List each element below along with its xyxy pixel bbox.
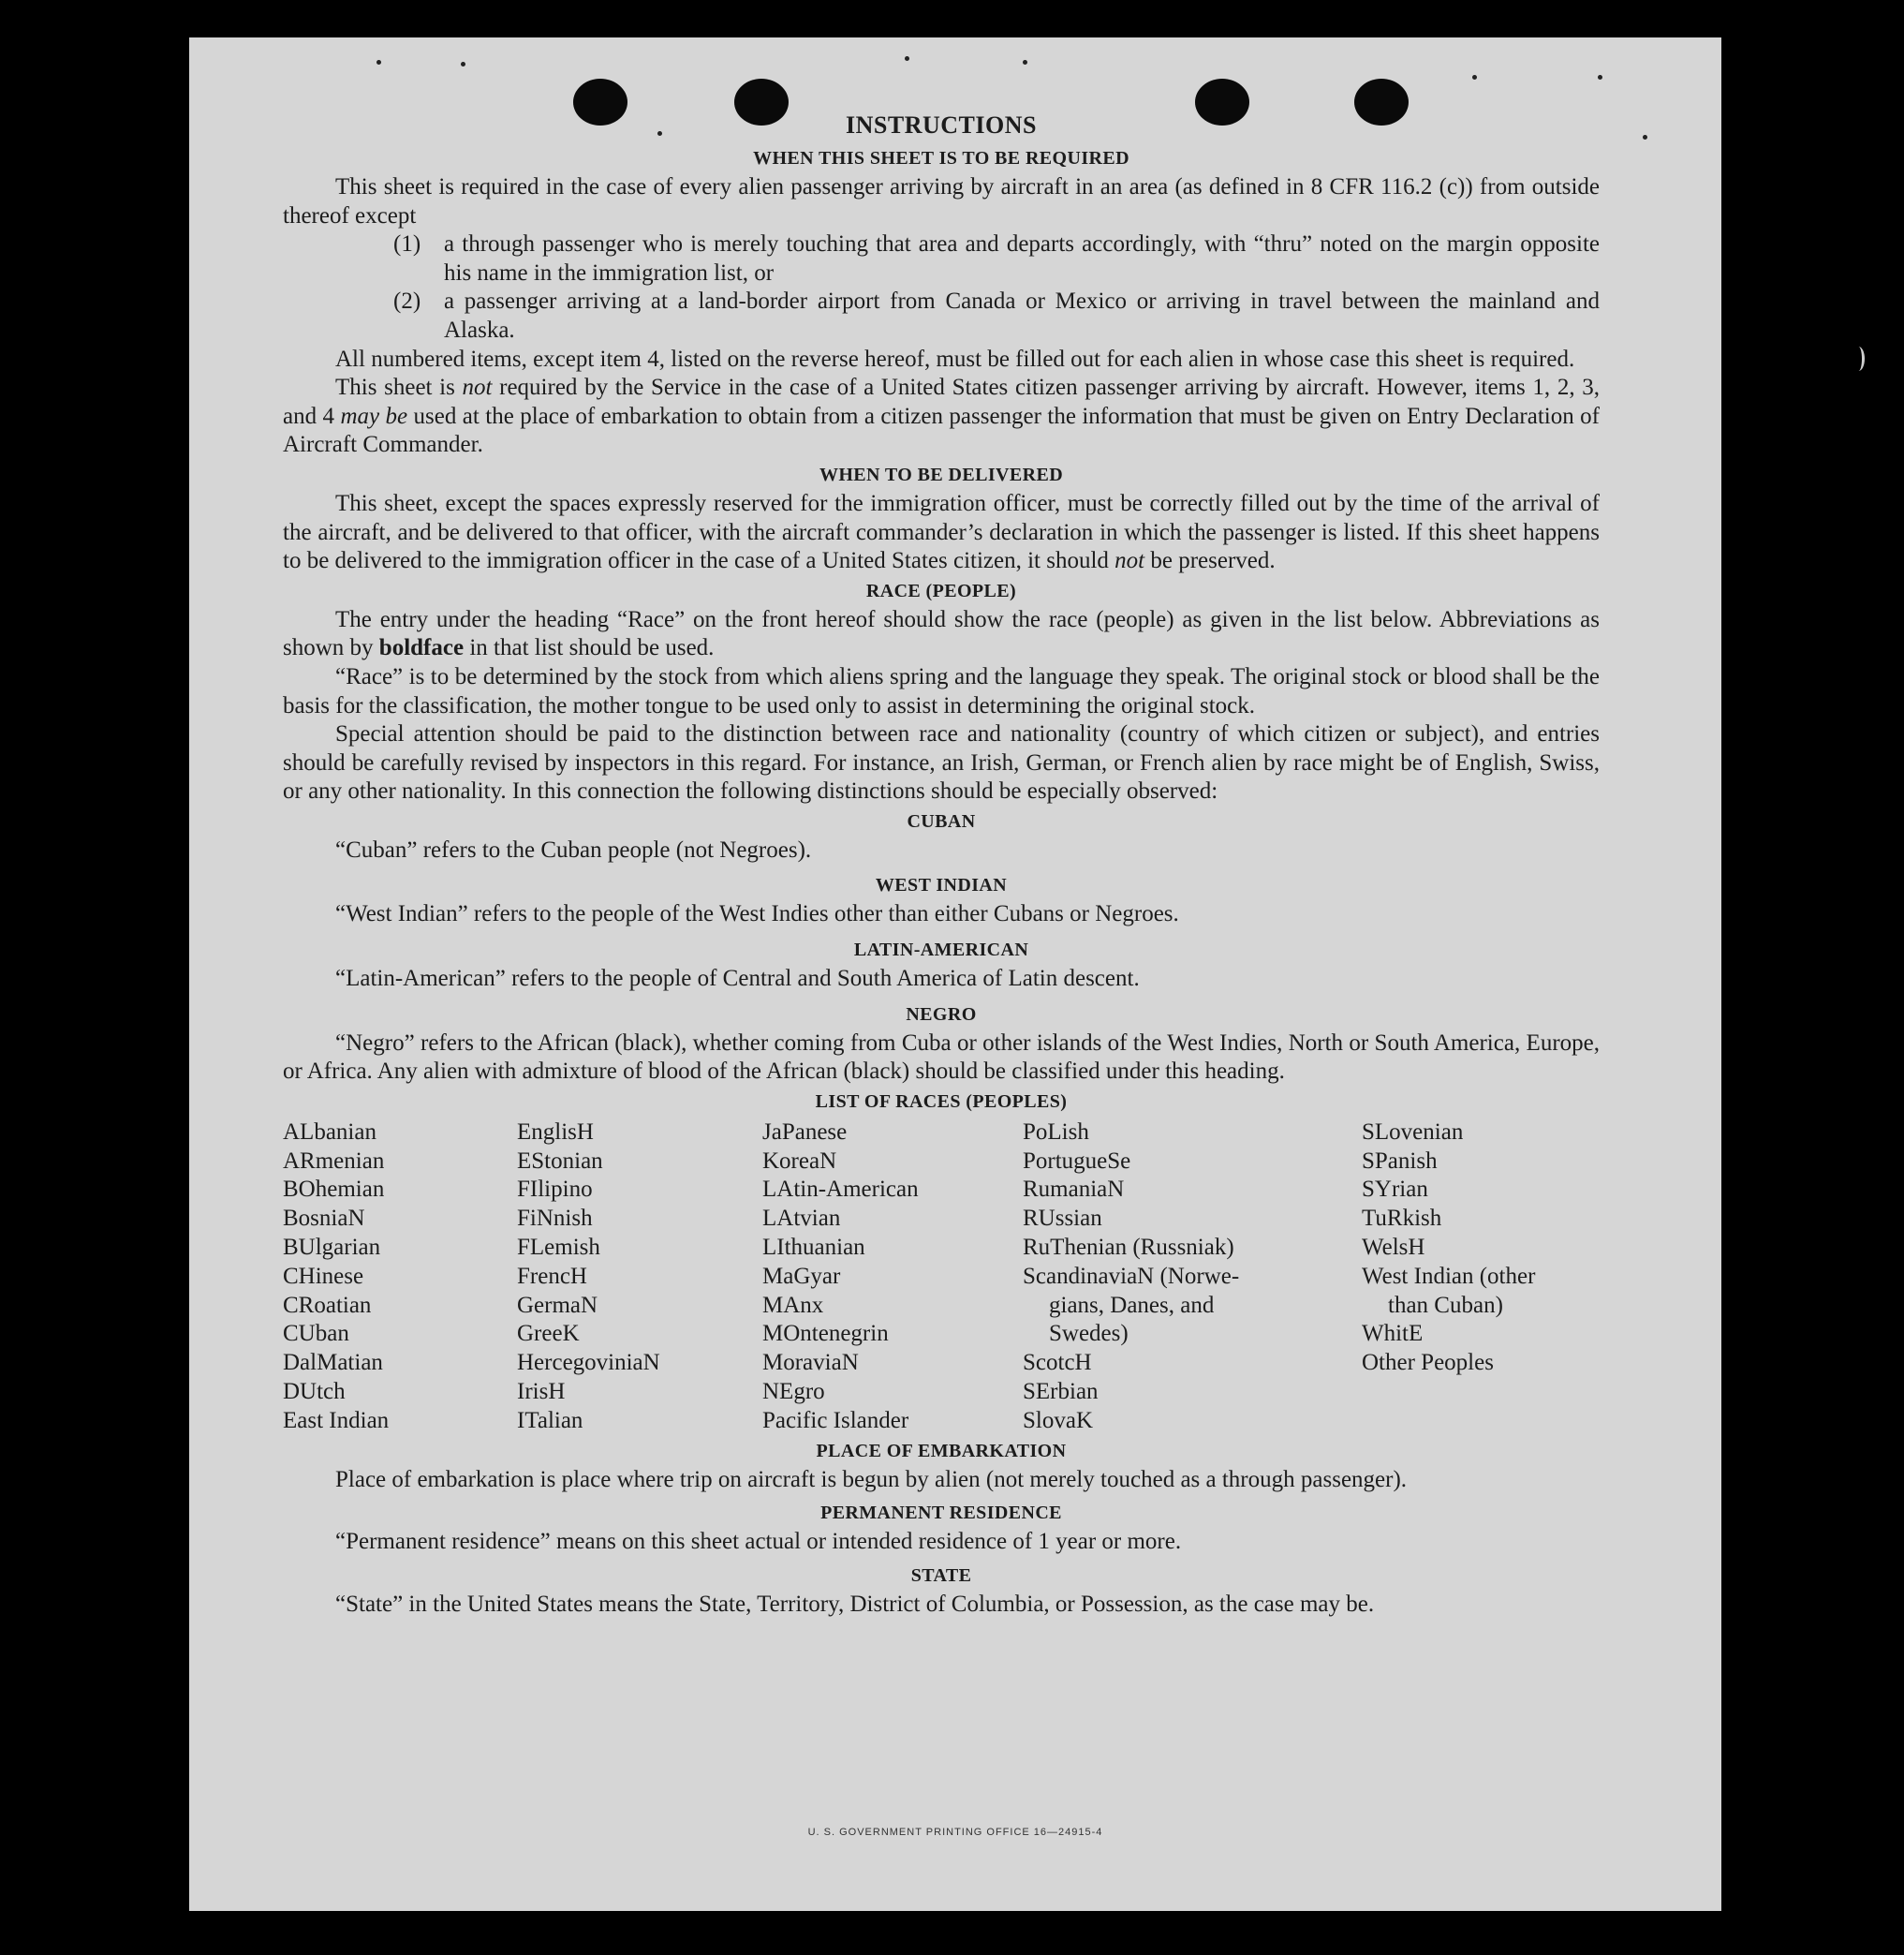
race-entry: WelsH bbox=[1362, 1235, 1425, 1261]
page-title: INSTRUCTIONS bbox=[846, 111, 1037, 139]
race-entry: FLemish bbox=[517, 1235, 600, 1261]
race-entry: JaPanese bbox=[762, 1118, 848, 1145]
paragraph: “Cuban” refers to the Cuban people (not Negroes). bbox=[335, 837, 812, 863]
heading-when-required: WHEN THIS SHEET IS TO BE REQUIRED bbox=[753, 148, 1129, 169]
race-entry: MAnx bbox=[762, 1292, 824, 1318]
race-entry: SPanish bbox=[1362, 1148, 1438, 1174]
race-entry: RUssian bbox=[1023, 1206, 1102, 1232]
race-entry: CUban bbox=[283, 1321, 349, 1347]
race-entry: LAtin-American bbox=[762, 1177, 919, 1203]
race-entry: HercegoviniaN bbox=[517, 1350, 660, 1376]
film-edge-mark bbox=[1852, 347, 1865, 371]
races-column bbox=[517, 1118, 762, 1436]
paragraph bbox=[283, 490, 1600, 576]
paragraph: “Negro” refers to the African (black), whether coming from Cuba or other islands of the West Indies, North or South America, Europe, or Africa. Any alien with admixture of blood of the African (black) should be classified under this heading. bbox=[283, 1029, 1600, 1085]
race-entry: IrisH bbox=[517, 1379, 566, 1405]
heading-race: RACE (PEOPLE) bbox=[865, 580, 1017, 601]
race-entry: CRoatian bbox=[283, 1292, 372, 1318]
race-entry: RuThenian (Russniak) bbox=[1023, 1235, 1234, 1261]
race-entry: MaGyar bbox=[762, 1263, 841, 1289]
text-span: required by the Service in the case of a United States citizen passenger arriving by aircraft. However, items 1, 2, 3, and 4 bbox=[283, 375, 1600, 429]
race-entry: EStonian bbox=[517, 1148, 603, 1174]
race-entry: ITalian bbox=[517, 1407, 583, 1433]
race-entry: PoLish bbox=[1023, 1118, 1089, 1145]
race-entry: BUlgarian bbox=[283, 1235, 381, 1261]
race-entry: RumaniaN bbox=[1023, 1177, 1125, 1203]
paragraph: “Race” is to be determined by the stock from which aliens spring and the language they speak. The original stock or blood shall be the basis for the classification, the mother tongue to be used only to assist in determining the original stock. bbox=[283, 663, 1600, 718]
race-entry: GreeK bbox=[517, 1321, 580, 1347]
paragraph: Place of embarkation is place where trip on aircraft is begun by alien (not merely touched as a through passenger). bbox=[335, 1466, 1408, 1492]
emphasis: may be bbox=[340, 403, 408, 429]
paragraph bbox=[283, 606, 1600, 663]
race-entry: Other Peoples bbox=[1362, 1350, 1494, 1376]
document-sheet bbox=[189, 37, 1721, 1911]
paragraph: “Latin-American” refers to the people of Central and South America of Latin descent. bbox=[335, 966, 1140, 992]
race-entry: NEgro bbox=[762, 1379, 825, 1405]
race-entry: LIthuanian bbox=[762, 1235, 865, 1261]
race-entry: ARmenian bbox=[283, 1148, 385, 1174]
race-entry: than Cuban) bbox=[1388, 1292, 1503, 1318]
emphasis: not bbox=[462, 375, 493, 401]
race-entry: DalMatian bbox=[283, 1350, 383, 1376]
printer-imprint: U. S. GOVERNMENT PRINTING OFFICE 16—24915-4 bbox=[807, 1827, 1103, 1838]
heading-permanent-residence: PERMANENT RESIDENCE bbox=[820, 1503, 1062, 1524]
list-text: a through passenger who is merely touching that area and departs accordingly, with “thru” noted on the margin opposite his name in the immigration list, or bbox=[444, 231, 1600, 286]
races-column bbox=[283, 1118, 517, 1436]
emphasis: not bbox=[1114, 548, 1145, 574]
race-entry: BosniaN bbox=[283, 1206, 365, 1232]
paragraph: This sheet is required in the case of every alien passenger arriving by aircraft in an area (as defined in 8 CFR 116.2 (c)) from outside thereof except bbox=[283, 174, 1600, 229]
text-span: The entry under the heading “Race” on the front hereof should show the race (people) as given in the list below. Abbreviations as shown by bbox=[283, 606, 1600, 661]
race-entry: Swedes) bbox=[1049, 1321, 1129, 1347]
heading-latin-american: LATIN-AMERICAN bbox=[853, 940, 1029, 961]
list-number: (2) bbox=[393, 289, 421, 315]
race-entry: TuRkish bbox=[1362, 1206, 1442, 1232]
races-column bbox=[762, 1118, 1023, 1436]
heading-when-delivered: WHEN TO BE DELIVERED bbox=[819, 464, 1064, 485]
heading-state: STATE bbox=[910, 1564, 972, 1586]
heading-cuban: CUBAN bbox=[907, 810, 976, 832]
list-item bbox=[393, 230, 1600, 288]
race-entry: ALbanian bbox=[283, 1118, 376, 1145]
race-entry: KoreaN bbox=[762, 1148, 837, 1174]
races-list bbox=[283, 1118, 1600, 1436]
race-entry: DUtch bbox=[283, 1379, 346, 1405]
list-item bbox=[393, 288, 1600, 345]
race-entry: MoraviaN bbox=[762, 1350, 859, 1376]
race-entry: CHinese bbox=[283, 1263, 364, 1289]
paragraph: “West Indian” refers to the people of the West Indies other than either Cubans or Negroes. bbox=[335, 901, 1179, 927]
list-text: a passenger arriving at a land-border airport from Canada or Mexico or arriving in travel between the mainland and Alaska. bbox=[444, 289, 1600, 343]
race-entry: LAtvian bbox=[762, 1206, 841, 1232]
heading-embarkation: PLACE OF EMBARKATION bbox=[816, 1440, 1067, 1461]
race-entry: BOhemian bbox=[283, 1177, 385, 1203]
race-entry: West Indian (other bbox=[1362, 1263, 1536, 1289]
race-entry: Pacific Islander bbox=[762, 1407, 909, 1433]
race-entry: MOntenegrin bbox=[762, 1321, 889, 1347]
races-column bbox=[1023, 1118, 1362, 1436]
paragraph: All numbered items, except item 4, listed on the reverse hereof, must be filled out for each alien in whose case this sheet is required. bbox=[335, 346, 1575, 372]
race-entry: ScandinaviaN (Norwe- bbox=[1023, 1263, 1240, 1289]
heading-west-indian: WEST INDIAN bbox=[875, 875, 1008, 896]
race-entry: EnglisH bbox=[517, 1118, 594, 1145]
paragraph bbox=[283, 374, 1600, 460]
race-entry: SErbian bbox=[1023, 1379, 1099, 1405]
text-span: This sheet is bbox=[335, 375, 463, 401]
race-entry: ScotcH bbox=[1023, 1350, 1092, 1376]
race-entry: gians, Danes, and bbox=[1049, 1292, 1215, 1318]
race-entry: SLovenian bbox=[1362, 1118, 1464, 1145]
races-column bbox=[1362, 1118, 1600, 1436]
paragraph: “Permanent residence” means on this sheet actual or intended residence of 1 year or more. bbox=[335, 1529, 1182, 1555]
list-number: (1) bbox=[393, 231, 421, 258]
heading-negro: NEGRO bbox=[906, 1003, 977, 1025]
text-span: This sheet, except the spaces expressly reserved for the immigration officer, must be correctly filled out by the time of the arrival of the aircraft, and be delivered to that officer, with the aircraft commander’s declaration in which the passenger is listed. If this sheet happens to be delivered to the immigration officer in the case of a United States citizen, it should bbox=[283, 490, 1600, 574]
paragraph: “State” in the United States means the State, Territory, District of Columbia, or Possession, as the case may be. bbox=[335, 1591, 1375, 1617]
race-entry: PortugueSe bbox=[1023, 1148, 1131, 1174]
text-span: in that list should be used. bbox=[464, 635, 715, 661]
race-entry: GermaN bbox=[517, 1292, 598, 1318]
race-entry: SlovaK bbox=[1023, 1407, 1093, 1433]
instructions-body bbox=[283, 108, 1600, 1619]
race-entry: East Indian bbox=[283, 1407, 390, 1433]
bold-text: boldface bbox=[378, 635, 465, 661]
race-entry: SYrian bbox=[1362, 1177, 1428, 1203]
race-entry: WhitE bbox=[1362, 1321, 1424, 1347]
race-entry: FIlipino bbox=[517, 1177, 593, 1203]
heading-list-of-races: LIST OF RACES (PEOPLES) bbox=[815, 1090, 1068, 1112]
text-span: be preserved. bbox=[1144, 548, 1276, 574]
race-entry: FiNnish bbox=[517, 1206, 593, 1232]
paragraph: Special attention should be paid to the distinction between race and nationality (country of which citizen or subject), and entries should be carefully revised by inspectors in this regard. For instance, an Irish, German, or French alien by race might be of English, Swiss, or any other nationality. In this connection the following distinctions should be especially observed: bbox=[283, 721, 1600, 805]
race-entry: FrencH bbox=[517, 1263, 587, 1289]
text-span: used at the place of embarkation to obtain from a citizen passenger the information that must be given on Entry Declaration of Aircraft Commander. bbox=[283, 403, 1600, 458]
